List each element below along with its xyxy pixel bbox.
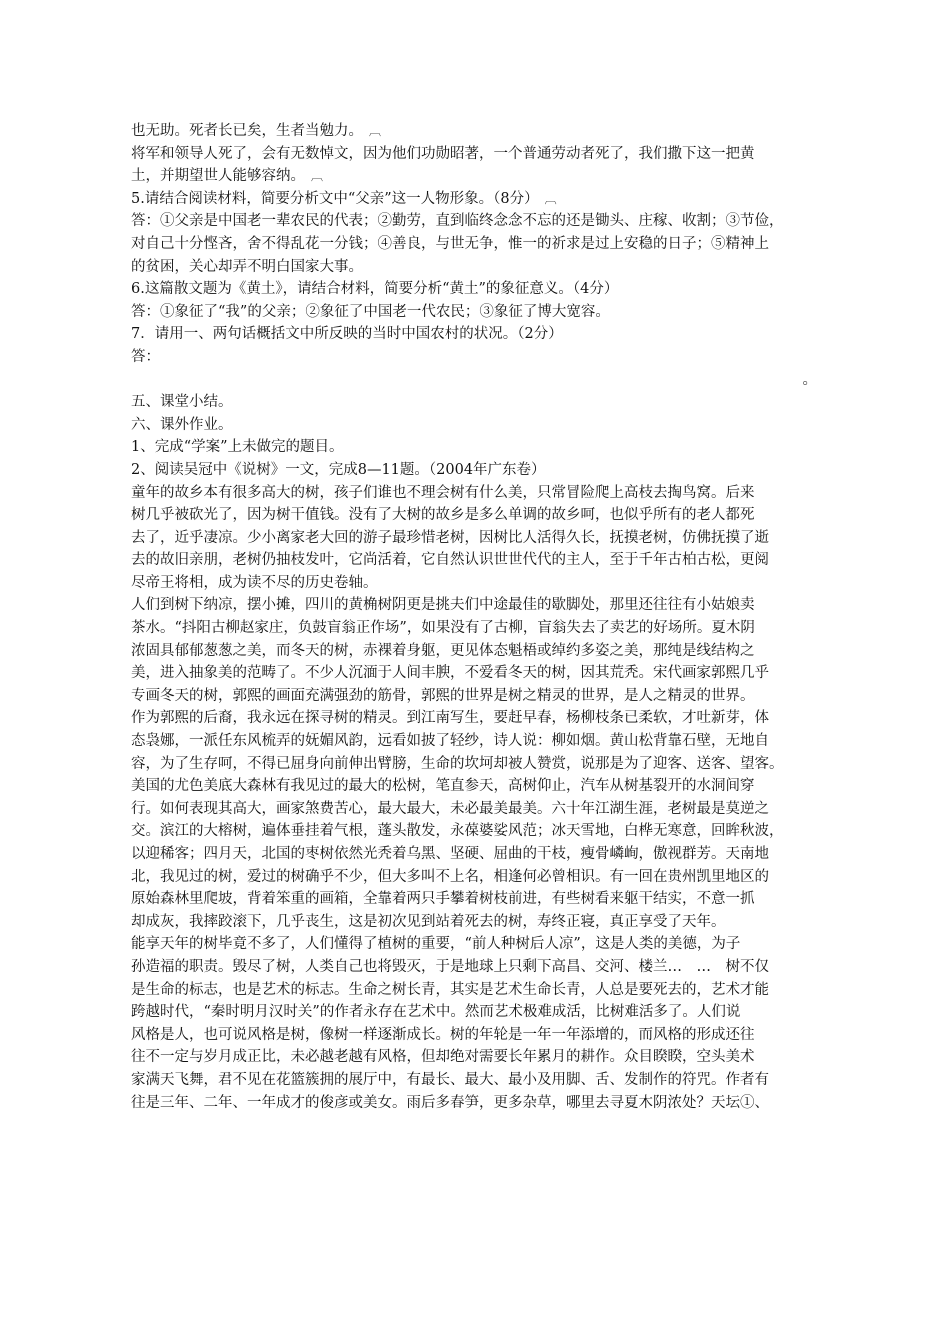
text-line	[131, 572, 843, 595]
text-line	[131, 730, 843, 753]
text-line	[131, 617, 843, 640]
line-text: 。	[802, 371, 817, 388]
line-text: 茶水。“抖阳古柳赵家庄，负鼓盲翁正作场”，如果没有了古柳，盲翁失去了卖艺的好场所。夏木阴	[131, 620, 755, 637]
line-text: 5.请结合阅读材料，简要分析文中“父亲”这一人物形象。（8分）	[131, 190, 539, 207]
text-line	[131, 414, 843, 437]
text-line	[131, 843, 843, 866]
line-text: 去的故旧亲朋，老树仍抽枝发叶，它尚活着，它自然认识世世代代的主人，至于千年古柏古松，更阅	[131, 552, 769, 569]
text-line	[131, 640, 843, 663]
line-text: 答：①象征了“我”的父亲；②象征了中国老一代农民；③象征了博大宽容。	[131, 303, 610, 320]
text-line	[131, 979, 843, 1002]
text-line	[131, 1046, 843, 1069]
paragraph-mark-icon: ︹	[369, 124, 382, 138]
text-line	[131, 165, 843, 188]
text-line	[131, 685, 843, 708]
line-text: 往是三年、二年、一年成才的俊彦或美女。雨后多春笋，更多杂草，哪里去寻夏木阴浓处？天坛①、	[131, 1094, 769, 1111]
paragraph-mark-icon: ︹	[311, 169, 324, 184]
line-text: 人们到树下纳凉，摆小摊，四川的黄桷树阴更是挑夫们中途最佳的歇脚处，那里还往往有小姑娘卖	[131, 597, 755, 614]
line-text: 浓固具郁郁葱葱之美，而冬天的树，赤裸着身躯，更见体态魁梧或绰约多姿之美，那纯是线结构之	[131, 642, 755, 659]
line-text: 往不一定与岁月成正比，未必越老越有风格，但却绝对需要长年累月的耕作。众目睽睽，空头美术	[131, 1049, 755, 1066]
text-line	[131, 933, 843, 956]
line-text: 风格是人，也可说风格是树，像树一样逐渐成长。树的年轮是一年一年添增的，而风格的形成还往	[131, 1026, 755, 1043]
line-text: 1、完成“学案”上未做完的题目。	[131, 439, 344, 456]
text-line	[131, 911, 843, 934]
text-line	[131, 346, 843, 369]
line-text: 也无助。死者长已矣，生者当勉力。	[131, 123, 363, 139]
text-line	[131, 391, 843, 414]
text-line	[131, 707, 843, 730]
line-text: 美国的尤色美底大森林有我见过的最大的松树，笔直参天，高树仰止，汽车从树基裂开的水洞间穿	[131, 778, 755, 795]
line-text: 答：①父亲是中国老一辈农民的代表；②勤劳，直到临终念念不忘的还是锄头、庄稼、收割；③节俭，	[131, 213, 784, 230]
line-text: 答：	[131, 348, 160, 365]
text-line	[131, 662, 843, 685]
line-text: 2、阅读吴冠中《说树》一文，完成8—11题。（2004年广东卷）	[131, 461, 546, 478]
text-line	[131, 233, 843, 256]
text-line	[131, 369, 843, 392]
line-text: 交。滨江的大榕树，遍体垂挂着气根，蓬头散发，永葆婆娑风范；冰天雪地，白桦无寒意，回眸秋波，	[131, 823, 784, 840]
line-text: 7．请用一、两句话概括文中所反映的当时中国农村的状况。（2分）	[131, 326, 563, 343]
text-line	[131, 753, 843, 776]
text-line	[131, 1001, 843, 1024]
line-text: 以迎稀客；四月天，北国的枣树依然光秃着乌黑、坚硬、屈曲的干枝，瘦骨嶙峋，傲视群芳。天南地	[131, 846, 769, 862]
line-text: 态袅娜，一派任东风梳弄的妩媚风韵，远看如披了轻纱，诗人说：柳如烟。黄山松背靠石壁，无地自	[131, 733, 769, 750]
line-text: 能享天年的树毕竟不多了，人们懂得了植树的重要，“前人种树后人凉”，这是人类的美德，为子	[131, 936, 741, 953]
text-line	[131, 594, 843, 617]
text-line	[131, 256, 843, 279]
line-text: 对自己十分悭吝，舍不得乱花一分钱；④善良，与世无争，惟一的祈求是过上安稳的日子；⑤精神上	[131, 235, 769, 252]
line-text: 美，进入抽象美的范畴了。不少人沉湎于人间丰腴，不爱看冬天的树，因其荒秃。宋代画家郭熙几乎	[131, 665, 769, 682]
line-text: 尽帝王将相，成为读不尽的历史卷轴。	[131, 574, 378, 591]
line-text: 土，并期望世人能够容纳。	[131, 168, 305, 185]
text-line	[131, 188, 843, 211]
text-line	[131, 527, 843, 550]
line-text: 五、课堂小结。	[131, 394, 233, 411]
document-page	[131, 120, 843, 1114]
text-line	[131, 820, 843, 843]
text-line	[131, 775, 843, 798]
text-line	[131, 504, 843, 527]
line-text: 行。如何表现其高大，画家煞费苦心，最大最大，未必最美最美。六十年江湖生涯，老树最是莫逆之	[131, 800, 769, 817]
text-line	[131, 143, 843, 166]
text-line	[131, 210, 843, 233]
line-text: 跨越时代，“秦时明月汉时关”的作者永存在艺术中。然而艺术极难成活，比树难活多了。人们说	[131, 1004, 741, 1021]
line-text: 专画冬天的树，郭熙的画面充满强劲的筋骨，郭熙的世界是树之精灵的世界，是人之精灵的世界。	[131, 687, 755, 704]
text-line	[131, 436, 843, 459]
line-text: 将军和领导人死了，会有无数悼文，因为他们功勋昭著，一个普通劳动者死了，我们撒下这一把黄	[131, 145, 755, 162]
text-line	[131, 549, 843, 572]
text-line	[131, 866, 843, 889]
text-line	[131, 323, 843, 346]
line-text: 6.这篇散文题为《黄土》，请结合材料，简要分析“黄土”的象征意义。（4分）	[131, 281, 619, 298]
text-line	[131, 301, 843, 324]
text-line	[131, 1024, 843, 1047]
line-text: 北，我见过的树，爱过的树确乎不少，但大多叫不上名，相逢何必曾相识。有一回在贵州凯里地区的	[131, 868, 769, 885]
line-text: 容，为了生存呵，不得已屈身向前伸出臂膀，生命的坎坷却被人赞赏，说那是为了迎客、送客、望客。	[131, 755, 784, 772]
text-line	[131, 459, 843, 482]
text-line	[131, 1069, 843, 1092]
line-text: 却成灰，我摔跤滚下，几乎丧生，这是初次见到站着死去的树，寿终正寝，真正享受了天年。	[131, 913, 726, 930]
line-text: 是生命的标志，也是艺术的标志。生命之树长青，其实是艺术生命长青，人总是要死去的，艺术才能	[131, 981, 769, 998]
line-text: 树几乎被砍光了，因为树干值钱。没有了大树的故乡是多么单调的故乡呵，也似乎所有的老人都死	[131, 507, 755, 524]
line-text: 的贫困，关心却弄不明白国家大事。	[131, 258, 363, 275]
line-text: 原始森林里爬坡，背着笨重的画箱，全靠着两只手攀着树枝前进，有些树看来躯干结实，不意一抓	[131, 891, 755, 908]
line-text: 作为郭熙的后裔，我永远在探寻树的精灵。到江南写生，要赶早春，杨柳枝条已柔软，才吐新芽，体	[131, 710, 769, 727]
line-text: 六、课外作业。	[131, 416, 233, 433]
text-line	[131, 798, 843, 821]
text-line	[131, 956, 843, 979]
line-text: 孙造福的职责。毁尽了树，人类自己也将毁灭，于是地球上只剩下高昌、交河、楼兰… … 树不仅	[131, 958, 769, 975]
text-line	[131, 120, 843, 143]
text-line	[131, 1092, 843, 1115]
text-line	[131, 888, 843, 911]
line-text: 去了，近乎凄凉。少小离家老大回的游子最珍惜老树，因树比人活得久长，抚摸老树，仿佛抚摸了逝	[131, 529, 769, 546]
text-line	[131, 278, 843, 301]
line-text: 家满天飞舞，君不见在花篮簇拥的展厅中，有最长、最大、最小及用脚、舌、发制作的符咒。作者有	[131, 1071, 769, 1088]
text-line	[131, 482, 843, 505]
paragraph-mark-icon: ︹	[544, 191, 557, 206]
line-text: 童年的故乡本有很多高大的树，孩子们谁也不理会树有什么美，只常冒险爬上高枝去掏鸟窝。后来	[131, 484, 755, 501]
